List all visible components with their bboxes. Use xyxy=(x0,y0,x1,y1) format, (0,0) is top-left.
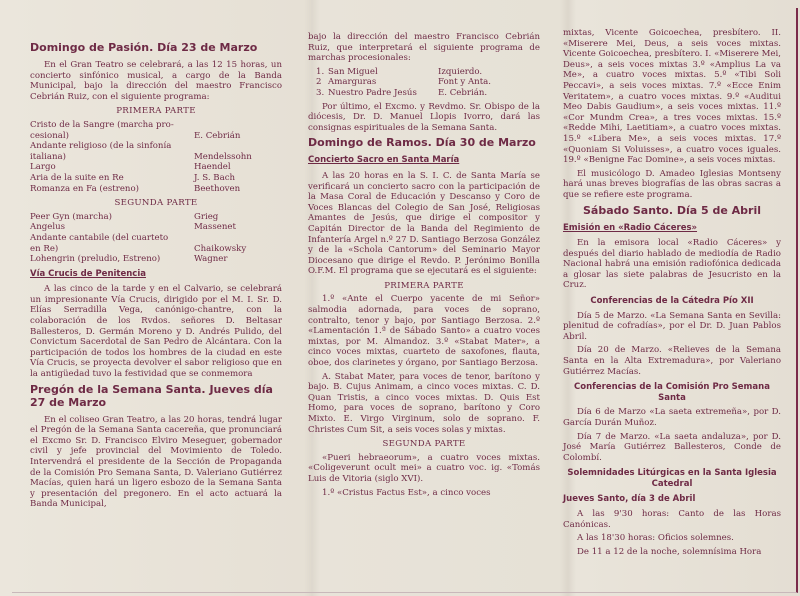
program-composer: Grieg xyxy=(194,211,219,222)
marcha-row xyxy=(316,88,540,99)
paragraph: A. Stabat Mater, para voces de tenor, barítono y bajo. B. Cujus Animam, a cinco voces mixtas. C. D. Quan Tristis, a cinco voces mixtas. D. Quis Est Homo, para voces de soprano, barítono y Coro Mixto. E. Virgo Virginum, solo de soprano. F. Christes Cum Sit, a seis voces solas y mixtas. xyxy=(308,371,540,435)
paragraph: 1.º «Ante el Cuerpo yacente de mi Señor» salmodia adornada, para voces de soprano, contralto, tenor y bajo, por Santiago Berzosa. 2.º «Lamentación 1.ª de Sábado Santo» a cuatro voces mixtas, por M. Almandoz. 3.º «Stabat Mater», a cinco voces mixtas, cuarteto de saxofones, flauta, oboe, dos clarinetes y órgano, por Santiago Berzosa. xyxy=(308,294,540,369)
program-row xyxy=(30,254,282,265)
paragraph: A las cinco de la tarde y en el Calvario, se celebrará un impresionante Vía Crucis, dirigido por el M. I. Sr. D. Elías Serradilla Vega, canónigo-chantre, con la colaboración de los Rvdos. señores D. Beltasar Ballesteros, D. Germán Moreno y D. Andrés Pulido, del Convictum Sacerdotal de San Pedro de Alcántara. Con la participación de todos los hombres de la ciudad en este Vía Crucis, se proyecta devolver el sabor religioso que en la antigüedad tuvo la festividad que se conmemora xyxy=(30,284,282,380)
paragraph: 1.º «Cristus Factus Est», a cinco voces xyxy=(322,487,491,498)
paragraph: A las 9'30 horas: Canto de las Horas Canónicas. xyxy=(563,509,781,530)
program-work: Romanza en Fa (estreno) xyxy=(30,183,139,194)
program-composer xyxy=(194,141,282,152)
program-row xyxy=(30,244,282,255)
program-composer: E. Cebrián xyxy=(194,130,241,141)
subheading-via-crucis: Vía Crucis de Penitencia xyxy=(30,268,146,279)
marcha-row xyxy=(316,77,540,88)
paragraph: A las 20 horas en la S. I. C. de Santa María se verificará un concierto sacro con la participación de la Masa Coral de Educación y Descanso y Coro de Voces Blancas del Colegio de San José, Religiosas Amantes de Jesús, que dirige el compositor y Capitán Director de la Banda del Regimiento de Infantería Argel n.º 27 D. Santiago Berzosa González y de la «Schola Cantorum» del Seminario Mayor Diocesano que dirige el Revdo. P. Jerónimo Bonilla O.F.M. El programa que se ejecutará es el siguiente: xyxy=(308,170,540,277)
part-heading: SEGUNDA PARTE xyxy=(382,439,466,450)
program-row xyxy=(30,152,282,163)
heading-domingo-ramos: Domingo de Ramos. Día 30 de Marzo xyxy=(308,136,536,150)
marcha-n: 1. xyxy=(316,66,325,77)
program-row xyxy=(30,222,282,233)
program-work: Largo xyxy=(30,162,56,173)
paragraph: Día 5 de Marzo. «La Semana Santa en Sevilla: plenitud de cofradías», por el Dr. D. Juan Pablos Abril. xyxy=(563,310,781,342)
paragraph: En la emisora local «Radio Cáceres» y después del diario hablado de mediodía de Radio Nacional habrá una emisión radiofónica dedicada a glosar las siete palabras de Jesucristo en la Cruz. xyxy=(563,238,781,291)
heading-domingo-pasion: Domingo de Pasión. Día 23 de Marzo xyxy=(30,41,258,54)
program-work: Aria de la suite en Re xyxy=(30,172,124,183)
program-composer: Mendelssohn xyxy=(194,151,252,162)
marcha-n: 2 xyxy=(316,77,322,88)
subheading-radio-caceres: Emisión en «Radio Cáceres» xyxy=(563,222,698,233)
program-list-1 xyxy=(30,120,282,194)
paragraph: Día 6 de Marzo «La saeta extremeña», por D. García Durán Muñoz. xyxy=(563,407,781,428)
program-work: en Re) xyxy=(30,243,59,254)
marcha-a: Izquierdo. xyxy=(438,66,483,77)
heading-solemnidades: Solemnidades Litúrgicas en la Santa Iglesia Catedral xyxy=(567,468,777,489)
program-row xyxy=(30,184,282,195)
marcha-a: E. Cebrián. xyxy=(438,87,488,98)
paragraph: De 11 a 12 de la noche, solemnísima Hora xyxy=(577,546,762,557)
paragraph: El musicólogo D. Amadeo Iglesias Montseny hará unas breves biografías de las obras sacras a que se refiere este programa. xyxy=(563,168,781,200)
paragraph: Día 20 de Marzo. «Relieves de la Semana Santa en la Alta Extremadura», por Valeriano Gutiérrez Macías. xyxy=(563,345,781,377)
program-composer: Massenet xyxy=(194,222,236,233)
marcha-row xyxy=(316,67,540,78)
program-work: cesional) xyxy=(30,130,69,141)
program-row xyxy=(30,141,282,152)
heading-catedra-pio: Conferencias de la Cátedra Pío XII xyxy=(590,296,754,307)
marcha-n: 3. xyxy=(316,87,325,98)
paragraph: bajo la dirección del maestro Francisco Cebrián Ruiz, que interpretará el siguiente programa de marchas procesionales: xyxy=(308,32,540,64)
program-work: Lohengrin (preludio, Estreno) xyxy=(30,254,161,265)
program-list-2 xyxy=(30,212,282,265)
program-row xyxy=(30,162,282,173)
column-middle xyxy=(308,32,540,501)
subheading-concierto-sacro: Concierto Sacro en Santa María xyxy=(308,155,460,166)
heading-sabado-santo: Sábado Santo. Día 5 de Abril xyxy=(582,203,762,217)
column-right xyxy=(563,28,781,561)
paragraph: Por último, el Excmo. y Revdmo. Sr. Obispo de la diócesis, Dr. D. Manuel Llopis Ivorro, dará las consignas espirituales de la Semana Santa. xyxy=(308,101,540,133)
part-heading: PRIMERA PARTE xyxy=(116,106,196,117)
marcha-t: Nuestro Padre Jesús xyxy=(328,87,417,98)
heading-comision: Conferencias de la Comisión Pro Semana Santa xyxy=(574,382,770,403)
subheading-jueves-santo: Jueves Santo, día 3 de Abril xyxy=(563,493,696,504)
marcha-t: San Miguel xyxy=(328,66,378,77)
program-row xyxy=(30,120,282,131)
marcha-a: Font y Anta. xyxy=(438,77,492,88)
heading-pregon: Pregón de la Semana Santa. Jueves día 27 de Marzo xyxy=(30,382,273,409)
part-heading: SEGUNDA PARTE xyxy=(114,198,198,209)
program-work: italiana) xyxy=(30,151,66,162)
marchas-list xyxy=(316,67,540,99)
program-row xyxy=(30,131,282,142)
program-work: Peer Gyn (marcha) xyxy=(30,211,112,222)
program-composer: J. S. Bach xyxy=(194,172,236,183)
program-composer xyxy=(194,120,282,131)
program-row xyxy=(30,233,282,244)
program-work: Andante religioso (de la sinfonía xyxy=(30,141,172,152)
program-row xyxy=(30,212,282,223)
paragraph: En el Gran Teatro se celebrará, a las 12 15 horas, un concierto sinfónico musical, a cargo de la Banda Municipal, bajo la dirección del maestro Francisco Cebrián Ruiz, con el siguiente programa: xyxy=(30,60,282,102)
column-left xyxy=(30,38,282,513)
part-heading: PRIMERA PARTE xyxy=(384,280,464,291)
paragraph: Día 7 de Marzo. «La saeta andaluza», por D. José María Gutiérrez Ballesteros, Conde de Colombí. xyxy=(563,431,781,463)
marcha-t: Amarguras xyxy=(328,77,377,88)
program-work: Cristo de la Sangre (marcha pro- xyxy=(30,119,174,130)
program-work: Angelus xyxy=(30,222,66,233)
paragraph: «Pueri hebraeorum», a cuatro voces mixtas. «Coligeverunt ocult mei» a cuatro voc. ig. «Tomás Luis de Vitoria (siglo XVI). xyxy=(308,452,540,484)
program-work: Andante cantabile (del cuarteto xyxy=(30,232,169,243)
paragraph: En el coliseo Gran Teatro, a las 20 horas, tendrá lugar el Pregón de la Semana Santa cacereña, que pronunciará el Excmo Sr. D. Francisco Elviro Meseguer, gobernador civil y jefe provincial del Movimiento de Toledo. Intervendrá el presidente de la Sección de Propaganda de la Comisión Pro Semana Santa, D. Valeriano Gutiérrez Macías, quien hará un ligero esbozo de la Semana Santa y presentación del pregonero. En el acto actuará la Banda Municipal, xyxy=(30,414,282,510)
paragraph: A las 18'30 horas: Oficios solemnes. xyxy=(577,533,734,544)
program-composer xyxy=(194,233,282,244)
program-composer: Haendel xyxy=(194,162,231,173)
program-composer: Beethoven xyxy=(194,183,241,194)
program-row xyxy=(30,173,282,184)
program-composer: Chaikowsky xyxy=(194,243,247,254)
program-composer: Wagner xyxy=(194,254,228,265)
paragraph: mixtas, Vicente Goicoechea, presbítero. II. «Miserere Mei, Deus, a seis voces mixtas. Vicente Goicoechea, presbítero. I. «Miserere Mei, Deus», a seis voces mixtas 3.º «Amplius La va Me», a cuatro voces mixtas. 5.º «Tibi Soli Peccavi», a seis voces mixtas. 7.º «Ecce Enim Veritatem», a cuatro voces mixtas. 9.º «Auditui Meo Dabis Gaudium», a seis voces mixtas. 11.º «Cor Mundm Crea», a tres voces mixtas. 15.º «Redde Mihi, Laetitiam», a cuatro voces mixtas. 15.º «Libera Me», a seis voces mixtas. 17.º «Quoniam Si Voluisses», a cuatro voces iguales. 19.º «Benigne Fac Domine», a seis voces mixtas. xyxy=(563,28,781,166)
